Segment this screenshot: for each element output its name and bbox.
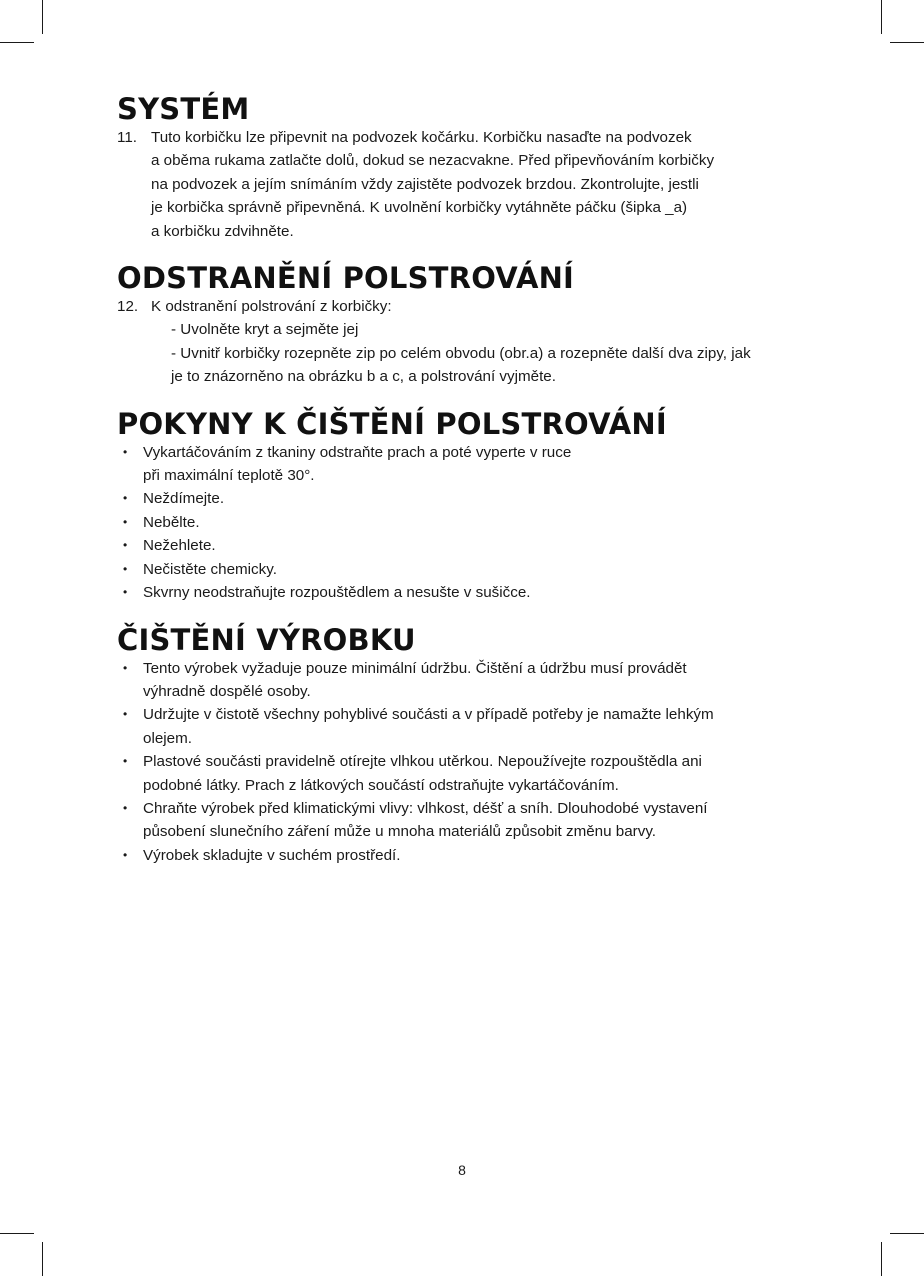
crop-mark	[890, 1233, 924, 1234]
bullet-list	[117, 657, 807, 868]
text-line: Chraňte výrobek před klimatickými vlivy: vlhkost, déšť a sníh. Dlouhodobé vystavení	[143, 799, 708, 817]
text-line: K odstranění polstrování z korbičky:	[151, 298, 392, 316]
text-line: je to znázorněno na obrázku b a c, a polstrování vyjměte.	[171, 368, 556, 386]
crop-mark	[42, 1242, 43, 1276]
bullet-icon: •	[123, 585, 128, 600]
text-line: olejem.	[143, 729, 192, 747]
text-line: při maximální teplotě 30°.	[143, 467, 315, 485]
crop-mark	[0, 42, 34, 43]
text-line: Udržujte v čistotě všechny pohyblivé součásti a v případě potřeby je namažte lehkým	[143, 706, 714, 724]
crop-mark	[42, 0, 43, 34]
list-item	[117, 797, 807, 844]
list-item	[117, 844, 807, 867]
bullet-icon: •	[123, 491, 128, 506]
bullet-icon: •	[123, 561, 128, 576]
text-line: a oběma rukama zatlačte dolů, dokud se nezacvakne. Před připevňováním korbičky	[151, 152, 715, 170]
numbered-item	[117, 126, 807, 243]
list-item	[117, 581, 807, 604]
crop-mark	[0, 1233, 34, 1234]
item-number: 11.	[117, 129, 137, 146]
text-line: - Uvolněte kryt a sejměte jej	[171, 321, 359, 339]
section-padding-cleaning	[117, 407, 807, 605]
bullet-icon: •	[123, 538, 128, 553]
text-line: Neždímejte.	[143, 490, 225, 508]
text-line: podobné látky. Prach z látkových součástí odstraňujte vykartáčováním.	[143, 776, 619, 794]
list-item	[117, 750, 807, 797]
list-item	[117, 703, 807, 750]
crop-mark	[881, 0, 882, 34]
text-line: - Uvnitř korbičky rozepněte zip po celém obvodu (obr.a) a rozepněte další dva zipy, jak	[171, 344, 751, 362]
document-content	[117, 92, 807, 885]
page-number: 8	[458, 1162, 466, 1178]
bullet-icon: •	[123, 707, 128, 722]
text-line: výhradně dospělé osoby.	[143, 682, 311, 700]
section-heading: POKYNY K ČIŠTĚNÍ POLSTROVÁNÍ	[117, 406, 667, 441]
list-item	[117, 511, 807, 534]
text-line: Nebělte.	[143, 513, 200, 531]
bullet-icon: •	[123, 514, 128, 529]
item-number: 12.	[117, 298, 139, 316]
section-heading: SYSTÉM	[117, 92, 250, 126]
text-line: je korbička správně připevněná. K uvolnění korbičky vytáhněte páčku (šipka _a)	[151, 199, 688, 217]
list-item	[117, 558, 807, 581]
list-item	[117, 441, 807, 488]
list-item	[117, 487, 807, 510]
text-line: Výrobek skladujte v suchém prostředí.	[143, 846, 401, 864]
list-item	[117, 534, 807, 557]
text-line: Nežehlete.	[143, 537, 216, 555]
text-line: působení slunečního záření může u mnoha materiálů způsobit změnu barvy.	[143, 823, 657, 841]
section-heading: ODSTRANĚNÍ POLSTROVÁNÍ	[117, 261, 575, 296]
crop-mark	[890, 42, 924, 43]
text-line: Plastové součásti pravidelně otírejte vlhkou utěrkou. Nepoužívejte rozpouštědla ani	[143, 753, 702, 771]
text-line: Tuto korbičku lze připevnit na podvozek kočárku. Korbičku nasaďte na podvozek	[151, 129, 692, 146]
bullet-icon: •	[123, 444, 128, 459]
text-line: na podvozek a jejím snímáním vždy zajistěte podvozek brzdou. Zkontrolujte, jestli	[151, 175, 699, 193]
section-system	[117, 92, 807, 243]
list-item	[117, 657, 807, 704]
bullet-icon: •	[123, 754, 128, 769]
text-line: Nečistěte chemicky.	[143, 560, 277, 578]
crop-mark	[881, 1242, 882, 1276]
text-line: Skvrny neodstraňujte rozpouštědlem a nesušte v sušičce.	[143, 584, 531, 602]
section-product-cleaning	[117, 623, 807, 868]
bullet-icon: •	[123, 660, 128, 675]
bullet-icon: •	[123, 847, 128, 862]
bullet-icon: •	[123, 800, 128, 815]
section-heading: ČIŠTĚNÍ VÝROBKU	[117, 622, 416, 657]
text-line: a korbičku zdvihněte.	[151, 222, 294, 240]
section-padding-removal	[117, 261, 807, 389]
bullet-list	[117, 441, 807, 605]
text-line: Tento výrobek vyžaduje pouze minimální údržbu. Čištění a údržbu musí provádět	[143, 659, 687, 677]
numbered-item	[117, 295, 807, 389]
text-line: Vykartáčováním z tkaniny odstraňte prach a poté vyperte v ruce	[143, 443, 572, 461]
